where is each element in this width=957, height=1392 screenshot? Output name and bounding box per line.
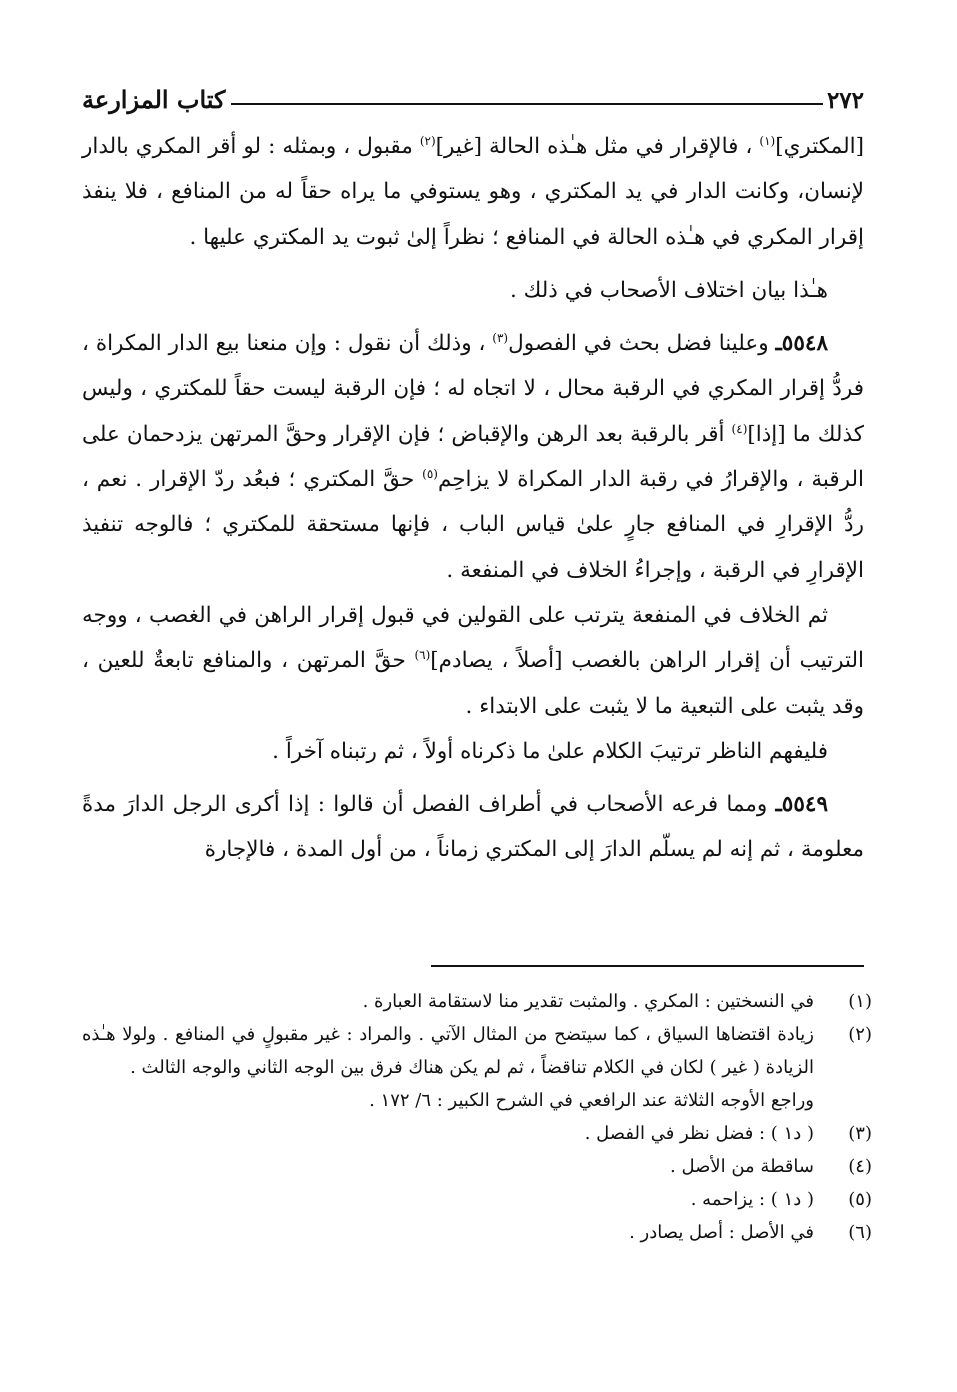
footnote-ref: (١) [759, 133, 776, 148]
footnote-separator [431, 965, 864, 967]
book-title: كتاب المزارعة [82, 85, 226, 114]
footnote-ref: (٤) [731, 421, 748, 436]
footnote [82, 1150, 872, 1183]
footnote-marker: (٣) [848, 1123, 872, 1144]
footnote-marker: (٤) [848, 1156, 872, 1177]
page-number: ٢٧٢ [826, 87, 864, 114]
text-run: ، وذلك أن نقول : وإن منعنا بيع الدار المكراة ، فردُّ إقرار المكري في الرقبة محال ، لا اتجاه له ؛ فإن الرقبة ليست حقاً للمكتري ، وليس كذلك ما [إذا] [82, 331, 864, 447]
footnotes [82, 985, 872, 1249]
text-run: أقر بالرقبة بعد الرهن والإقباض ؛ فإن الإقرار وحقَّ المرتهن يزدحمان على الرقبة ، والإقرارُ في رقبة الدار المكراة لا يزاحِم [82, 421, 864, 493]
paragraph-1 [82, 124, 864, 260]
text-run: حقَّ المرتهن ، والمنافع تابعةٌ للعين ، وقد يثبت على التبعية ما لا يثبت على الابتداء . [82, 648, 864, 719]
footnote-text: زيادة اقتضاها السياق ، كما سيتضح من المثال الآتي . والمراد : غير مقبولٍ في المنافع . ولولا هـٰذه الزيادة ( غير ) لكان في الكلام تناقضاً ، ثم لم يكن هناك فرق بين الوجه الثاني والوجه الثالث . [82, 1024, 814, 1078]
footnote-text: ساقطة من الأصل . [670, 1156, 814, 1177]
footnote-marker: (٦) [848, 1222, 872, 1243]
text-run: ومما فرعه الأصحاب في أطراف الفصل أن قالوا : إذا أكرى الرجل الدارَ مدةً معلومة ، ثم إنه لم يسلّم الدارَ إلى المكتري زماناً ، من أول المدة ، فالإجارة [82, 792, 864, 863]
text-run: حقَّ المكتري ؛ فبعُد ردّ الإقرار . نعم ، ردُّ الإقرارِ في المنافع جارٍ علىٰ قياس الباب ، فإنها مستحقة للمكتري ؛ فالوجه تنفيذ الإقرارِ في الرقبة ، وإجراءُ الخلاف في المنفعة . [82, 467, 864, 583]
text-run: ، فالإقرار في مثل هـٰذه الحالة [غير] [435, 134, 760, 159]
text-run: وعلينا فضل بحث في الفصول [508, 331, 776, 357]
main-text [82, 124, 864, 873]
section-number: ٥٥٤٨ـ [775, 331, 828, 357]
section-number: ٥٥٤٩ـ [775, 792, 828, 818]
footnote [82, 1117, 872, 1150]
footnote [82, 1018, 872, 1084]
footnote-marker: (٢) [848, 1024, 872, 1045]
footnote [82, 985, 872, 1018]
footnote [82, 1216, 872, 1249]
text-run: [المكتري] [775, 134, 864, 159]
footnote-continuation: وراجع الأوجه الثلاثة عند الرافعي في الشرح الكبير : ٦/ ١٧٢ . [369, 1090, 814, 1111]
footnote-text: ( د١ ) : يزاحمه . [690, 1189, 814, 1210]
footnote [82, 1183, 872, 1216]
footnote-ref: (٢) [419, 133, 436, 148]
footnote-marker: (٥) [848, 1189, 872, 1210]
paragraph-5549 [82, 782, 864, 873]
paragraph-5548 [82, 321, 864, 593]
footnote-ref: (٥) [422, 466, 438, 481]
footnote-ref: (٣) [492, 331, 509, 346]
paragraph-5: فليفهم الناظر ترتيبَ الكلام علىٰ ما ذكرناه أولاً ، ثم رتبناه آخراً . [272, 738, 828, 764]
footnote-text: في النسختين : المكري . والمثبت تقدير منا لاستقامة العبارة . [362, 991, 814, 1012]
footnote-marker: (١) [848, 991, 872, 1012]
footnote-text: في الأصل : أصل يصادر . [629, 1222, 814, 1243]
text-run: مقبول ، وبمثله : لو أقر المكري بالدار لإنسان، وكانت الدار في يد المكتري ، وهو يستوفي ما يراه حقاً له من المنافع ، فلا ينفذ إقرار المكري في هـٰذه الحالة في المنافع ؛ نظراً إلىٰ ثبوت يد المكتري عليها . [82, 134, 864, 250]
text-run: ثم الخلاف في المنفعة يترتب على القولين في قبول إقرار الراهن في الغصب ، ووجه الترتيب أن إقرار الراهن بالغصب [أصلاً ، يصادم] [82, 602, 864, 674]
footnote-text: ( د١ ) : فضل نظر في الفصل . [584, 1123, 814, 1144]
footnote-ref: (٦) [414, 648, 431, 663]
paragraph-4 [82, 593, 864, 729]
paragraph-2: هـٰذا بيان اختلاف الأصحاب في ذلك . [509, 277, 828, 303]
running-header [82, 74, 864, 114]
header-rule [231, 103, 822, 105]
